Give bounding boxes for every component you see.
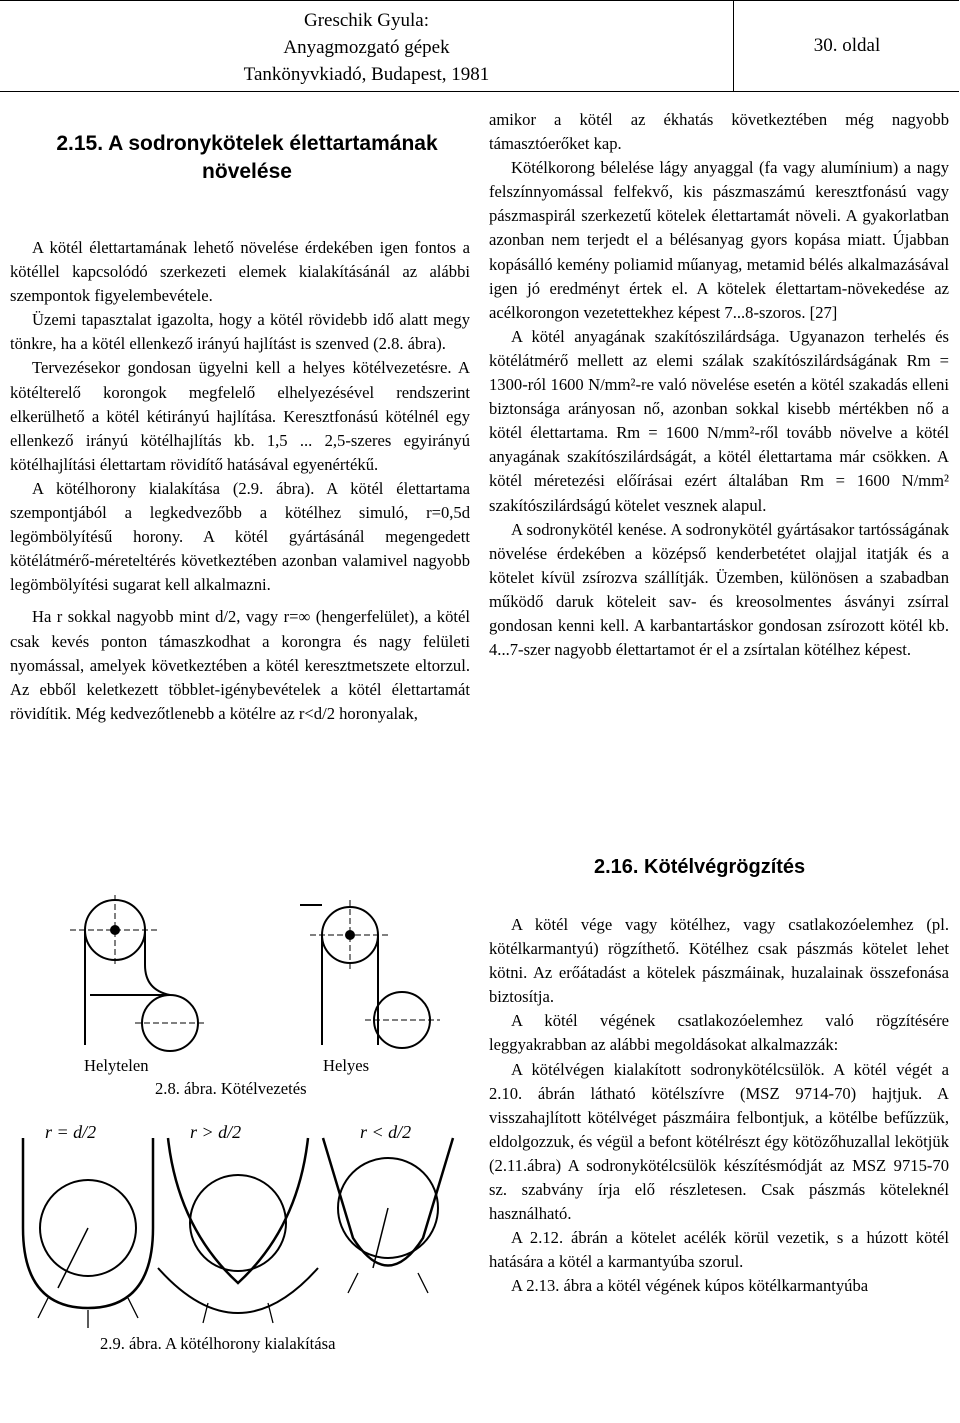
- bibliography: [0, 1, 734, 91]
- page-number: 30. oldal: [813, 35, 881, 56]
- figure-2-9-label-b: r > d/2: [190, 1122, 242, 1142]
- left-column: [10, 236, 470, 726]
- figure-2-8-label-left: Helytelen: [84, 1056, 149, 1075]
- section-2-16-body: [489, 913, 949, 1299]
- paragraph: Ha r sokkal nagyobb mint d/2, vagy r=∞ (hengerfelület), a kötél csak kevés ponton támaszkodhat a korongra és nagy felületi nyomással, amelyek következtében a kötél keresztmetszete eltorzul. Az ebből keletkezett többlet-igénybevételek a kötél élettartamát rövidítik. Még kedvezőtlenebb a kötélre az r<d/2 horonyalak,: [10, 607, 470, 723]
- right-column: [489, 108, 949, 662]
- paragraph: A 2.13. ábra a kötél végének kúpos kötélkarmantyúba: [511, 1276, 869, 1296]
- figure-2-8-label-right: Helyes: [323, 1056, 370, 1075]
- paragraph: A kötél élettartamának lehető növelése érdekében igen fontos a kötéllel kapcsolódó szerkezeti elemek kialakításánál az alábbi szempontok figyelembevétele.: [10, 238, 470, 306]
- paragraph: A sodronykötél kenése. A sodronykötél gyártásakor tartósságának növelése érdekében a középső kenderbetétet olajjal itatják és a kötelet kívül zsírozva szállítják. Üzemben, különösen a szabadban működő daruk köteleit sav- és kreosolmentes ásványi zsírral gondosan kenni kell. A karbantartáskor gondosan zsírozott kötél kb. 4...7-szer nagyobb élettartamot ér el a zsírtalan kötélhez képest.: [489, 519, 949, 660]
- paragraph: A kötél végének csatlakozóelemhez való rögzítésére leggyakrabban az alábbi megoldásokat alkalmazzák:: [489, 1011, 949, 1055]
- figure-2-9-label-a: r = d/2: [45, 1122, 97, 1142]
- paragraph: Kötélkorong bélelése lágy anyaggal (fa vagy alumínium) a nagy felszínnyomással felfekvő, kis pászmaszámú keresztfonású vagy pászmaspirál szerkezetű kötelek élettartamát növeli. A gyakorlatban azonban nem terjedt el a bélésanyag gyors kopása miatt. Újabban kopásálló kemény poliamid műanyag, metamid bélés alkalmazásával igen jó eredményt értek el. A kötelek élettartam-növekedése az acélkorongon vezetettekhez képest 7...8-szoros. [27]: [489, 158, 949, 322]
- figure-2-8-drawing: [30, 895, 450, 1065]
- figure-2-8-caption: 2.8. ábra. Kötélvezetés: [155, 1079, 307, 1098]
- publisher: Tankönyvkiadó, Budapest, 1981: [243, 64, 490, 85]
- paragraph: Üzemi tapasztalat igazolta, hogy a kötél rövidebb idő alatt megy tönkre, ha a kötél ellenkező irányú hajlítást is szenved (2.8. ábra).: [10, 310, 470, 354]
- figure-2-9-label-c: r < d/2: [360, 1122, 412, 1142]
- page-header: [0, 0, 959, 92]
- paragraph: A kötél vége vagy kötélhez, vagy csatlakozóelemhez (pl. kötélkarmantyú) rögzíthető. Kötélhez csak pászmás kötelet lehet kötni. Az erőátadást a kötelek pászmáinak, huzalainak összefonása biztosítja.: [489, 915, 949, 1007]
- paragraph: A 2.12. ábrán a kötelet acélék körül vezetik, s a húzott kötél hatására a kötél a karmantyúba szorul.: [489, 1228, 949, 1272]
- book-title: Anyagmozgató gépek: [283, 37, 450, 58]
- paragraph: A kötél anyagának szakítószilárdsága. Ugyanazon terhelés és kötélátmérő mellett az elemi szálak szakítószilárdságának Rm = 1300-ról 1600 N/mm²-re való növelése esetén a kötél szakadás elleni biztonsága arányosan nő, azonban sokkal kisebb mértékben nő a kötél élettartama. Rm = 1600 N/mm²-ről tovább növelve a kötél anyagának szakítószilárdságát, a kötél élettartama már csökken. A kötél méretezési előírásai ezért általában Rm = 1600 N/mm² szakítószilárdságú kötelet vesznek alapul.: [489, 326, 949, 515]
- author: Greschik Gyula:: [303, 10, 430, 31]
- section-heading-2-16: 2.16. Kötélvégrögzítés: [594, 856, 806, 878]
- section-heading-2-15: 2.15. A sodronykötelek élettartamának növelése: [56, 132, 438, 183]
- figure-2-9-caption: 2.9. ábra. A kötélhorony kialakítása: [100, 1334, 336, 1353]
- paragraph: amikor a kötél az ékhatás következtében még nagyobb támasztóerőket kap.: [489, 110, 949, 154]
- paragraph: A kötélvégen kialakított sodronykötélcsülök. A kötél végét a 2.10. ábrán látható kötélszívre (MSZ 9714-70) hajtjuk. A visszahajlított kötélvéget pászmáira felbontjuk, a kötélbe befűzzük, eldolgozzuk, és végül a befont kötélrészt égy kötözőhuzallal lekötjük (2.11.ábra) A sodronykötélcsülök készítésmódját az MSZ 9715-70 sz. szabvány írja elő részletesen. Csak pászmás köteleknél használható.: [489, 1059, 949, 1224]
- figure-2-9-drawing: [8, 1118, 470, 1328]
- paragraph: Tervezésekor gondosan ügyelni kell a helyes kötélvezetésre. A kötélterelő korongok megfelelő elhelyezésével rendszerint elkerülhető a kötél kétirányú hajlítása. Keresztfonású kötélnél egy ellenkező irányú kötélhajlítás kb. 1,5 ... 2,5-szeres egyirányú kötélhajlítási élettartam rövidítő hatásával egyenértékű.: [10, 358, 470, 474]
- paragraph: A kötélhorony kialakítása (2.9. ábra). A kötél élettartama szempontjából a legkedvezőbb a kötélhez simuló, r=0,5d legömbölyítésű horony. A kötél gyártásánál megengedett kötélátmérő-méreteltérés következtében azonban valamivel nagyobb legömbölyítési sugarat kell alkalmazni.: [10, 478, 470, 595]
